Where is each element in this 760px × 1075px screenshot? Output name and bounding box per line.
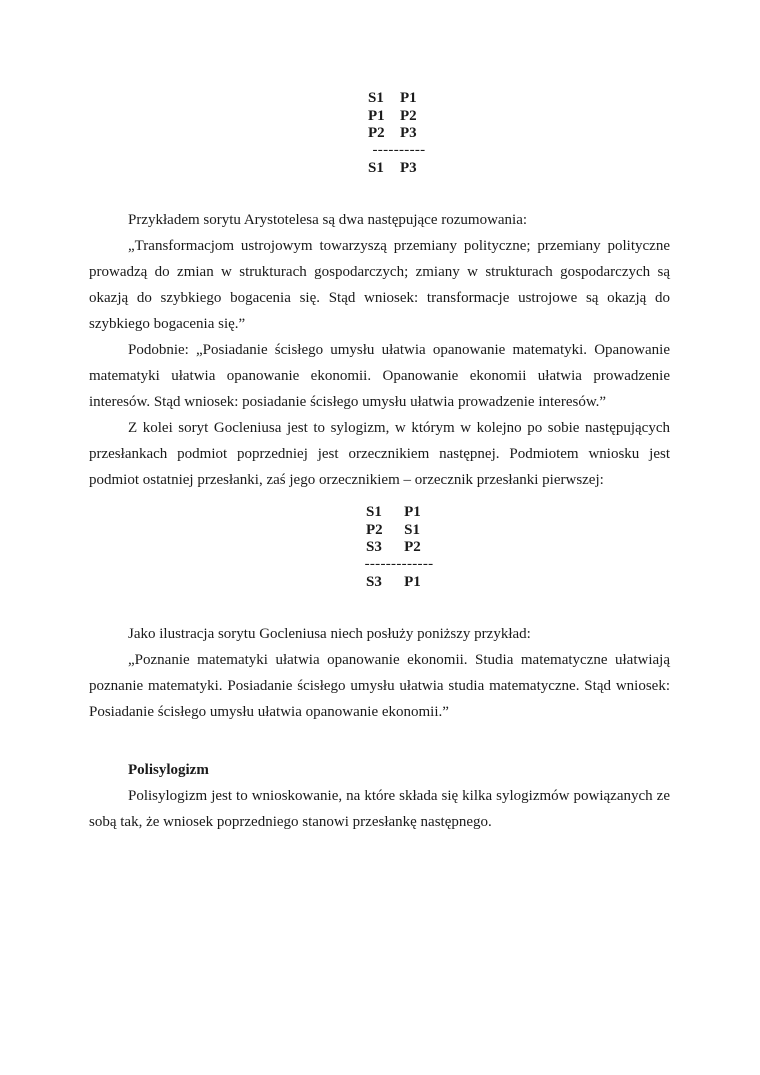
schema-row <box>364 522 434 540</box>
schema-term: P2 <box>368 125 385 141</box>
schema-term: P2 <box>404 539 421 555</box>
paragraph-example-2: Podobnie: „Posiadanie ścisłego umysłu ułatwia opanowanie matematyki. Opanowanie matematyki ułatwia opanowanie ekonomii. Opanowanie ekonomii ułatwia prowadzenie interesów. Stąd wniosek: posiadanie ścisłego umysłu ułatwia prowadzenie interesów.” <box>89 342 670 410</box>
section-polysyllogism <box>89 757 670 835</box>
soryt-goclenius-schema <box>364 504 434 591</box>
schema-row <box>364 504 434 522</box>
schema-conclusion-row <box>368 160 430 178</box>
section-aristotle-examples <box>89 207 670 493</box>
schema-term: P1 <box>400 90 417 106</box>
paragraph-example-1: „Transformacjom ustrojowym towarzyszą przemiany polityczne; przemiany polityczne prowadzą do zmian w strukturach gospodarczych; zmiany w strukturach gospodarczych są okazją do szybkiego bogacenia się. Stąd wniosek: transformacje ustrojowe są okazją do szybkiego bogacenia się.” <box>89 238 670 332</box>
schema-row <box>368 108 430 126</box>
schema-separator: ------------- <box>364 555 434 572</box>
schema-term: P1 <box>404 504 421 520</box>
paragraph-body: Polisylogizm jest to wnioskowanie, na które składa się kilka sylogizmów powiązanych ze sobą tak, że wniosek poprzedniego stanowi przesłankę następnego. <box>89 788 670 830</box>
paragraph-intro: Przykładem sorytu Arystotelesa są dwa następujące rozumowania: <box>128 212 528 228</box>
schema-term: S1 <box>404 521 420 538</box>
schema-row <box>368 90 430 108</box>
schema-term: P1 <box>368 107 385 124</box>
schema-term: P3 <box>400 125 417 141</box>
schema-term: P2 <box>400 107 417 124</box>
section-goclenius-example <box>89 621 670 725</box>
schema-term: P3 <box>400 159 417 176</box>
schema-separator: ---------- <box>372 141 426 158</box>
schema-term: S3 <box>366 573 382 590</box>
schema-term: P2 <box>366 521 383 538</box>
section-heading: Polisylogizm <box>128 762 209 778</box>
paragraph-goclenius-definition: Z kolei soryt Gocleniusa jest to sylogizm, w którym w kolejno po sobie następujących przesłankach podmiot poprzedniej jest orzecznikiem następnej. Podmiotem wniosku jest podmiot ostatniej przesłanki, zaś jego orzecznikiem – orzecznik przesłanki pierwszej: <box>89 420 670 488</box>
schema-term: S1 <box>368 159 384 176</box>
schema-term: P1 <box>404 573 421 590</box>
paragraph-example: „Poznanie matematyki ułatwia opanowanie ekonomii. Studia matematyczne ułatwiają poznanie matematyki. Posiadanie ścisłego umysłu ułatwia studia matematyczne. Stąd wniosek: Posiadanie ścisłego umysłu ułatwia opanowanie ekonomii.” <box>89 652 670 720</box>
schema-term: S1 <box>366 504 382 520</box>
schema-row <box>368 125 430 143</box>
schema-term: S3 <box>366 539 382 555</box>
schema-term: S1 <box>368 90 384 106</box>
paragraph-intro: Jako ilustracja sorytu Gocleniusa niech posłuży poniższy przykład: <box>128 626 531 642</box>
schema-conclusion-row <box>364 574 434 592</box>
schema-row <box>364 539 434 557</box>
soryt-aristotle-schema <box>368 90 430 177</box>
